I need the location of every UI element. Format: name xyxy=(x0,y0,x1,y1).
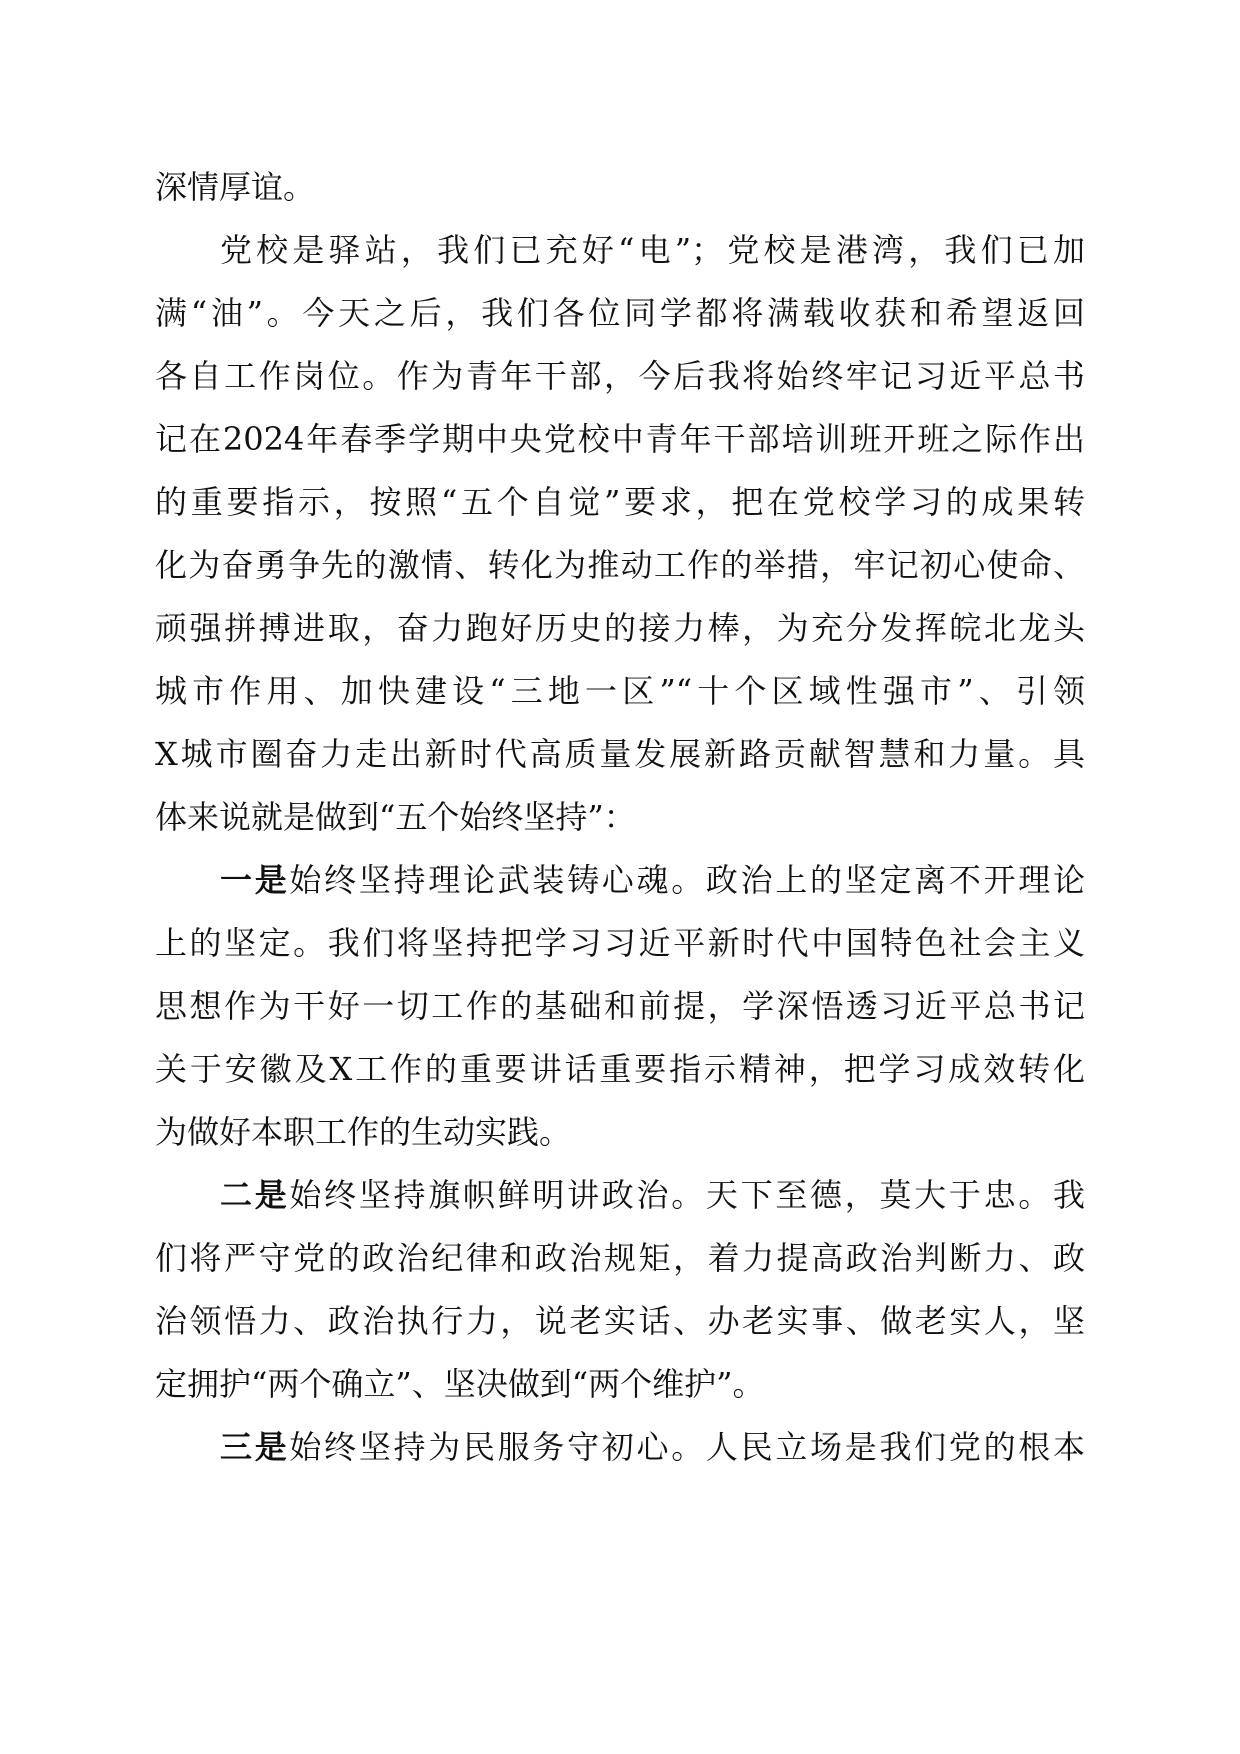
point-three-text: 始终坚持为民服务守初心。人民立场是我们党的根本 xyxy=(289,1428,1085,1466)
text-line: 思想作为干好一切工作的基础和前提，学深悟透习近平总书记 xyxy=(155,987,1085,1025)
text-line: 的重要指示，按照“五个自觉”要求，把在党校学习的成果转 xyxy=(155,483,1085,521)
point-two-line xyxy=(220,1164,1085,1226)
point-three-line xyxy=(220,1416,1085,1478)
text-line: 为做好本职工作的生动实践。 xyxy=(155,1113,572,1151)
text-line: 各自工作岗位。作为青年干部，今后我将始终牢记习近平总书 xyxy=(155,357,1085,395)
text-line: 满“油”。今天之后，我们各位同学都将满载收获和希望返回 xyxy=(155,294,1085,332)
text-line: 顽强拼搏进取，奋力跑好历史的接力棒，为充分发挥皖北龙头 xyxy=(155,609,1085,647)
text-line: 治领悟力、政治执行力，说老实话、办老实事、做老实人，坚 xyxy=(155,1302,1085,1340)
point-one-text: 始终坚持理论武装铸心魂。政治上的坚定离不开理论 xyxy=(289,861,1085,899)
text-line: 们将严守党的政治纪律和政治规矩，着力提高政治判断力、政 xyxy=(155,1239,1085,1277)
text-line: 体来说就是做到“五个始终坚持”： xyxy=(155,798,636,836)
lead-word-three: 三是 xyxy=(220,1428,290,1466)
text-line: 上的坚定。我们将坚持把学习习近平新时代中国特色社会主义 xyxy=(155,924,1085,962)
text-line: 关于安徽及X工作的重要讲话重要指示精神，把学习成效转化 xyxy=(155,1050,1085,1088)
text-line: 深情厚谊。 xyxy=(155,168,316,206)
text-line: 党校是驿站，我们已充好“电”；党校是港湾，我们已加 xyxy=(220,231,1085,269)
text-line: X城市圈奋力走出新时代高质量发展新路贡献智慧和力量。具 xyxy=(155,735,1085,773)
text-line: 定拥护“两个确立”、坚决做到“两个维护”。 xyxy=(155,1365,765,1403)
lead-word-two: 二是 xyxy=(220,1176,290,1214)
point-one-line xyxy=(220,849,1085,911)
text-line: 城市作用、加快建设“三地一区”“十个区域性强市”、引领 xyxy=(155,672,1085,710)
point-two-text: 始终坚持旗帜鲜明讲政治。天下至德，莫大于忠。我 xyxy=(289,1176,1085,1214)
lead-word-one: 一是 xyxy=(220,861,290,899)
text-line: 化为奋勇争先的激情、转化为推动工作的举措，牢记初心使命、 xyxy=(155,546,1085,584)
text-line: 记在2024年春季学期中央党校中青年干部培训班开班之际作出 xyxy=(155,420,1085,458)
